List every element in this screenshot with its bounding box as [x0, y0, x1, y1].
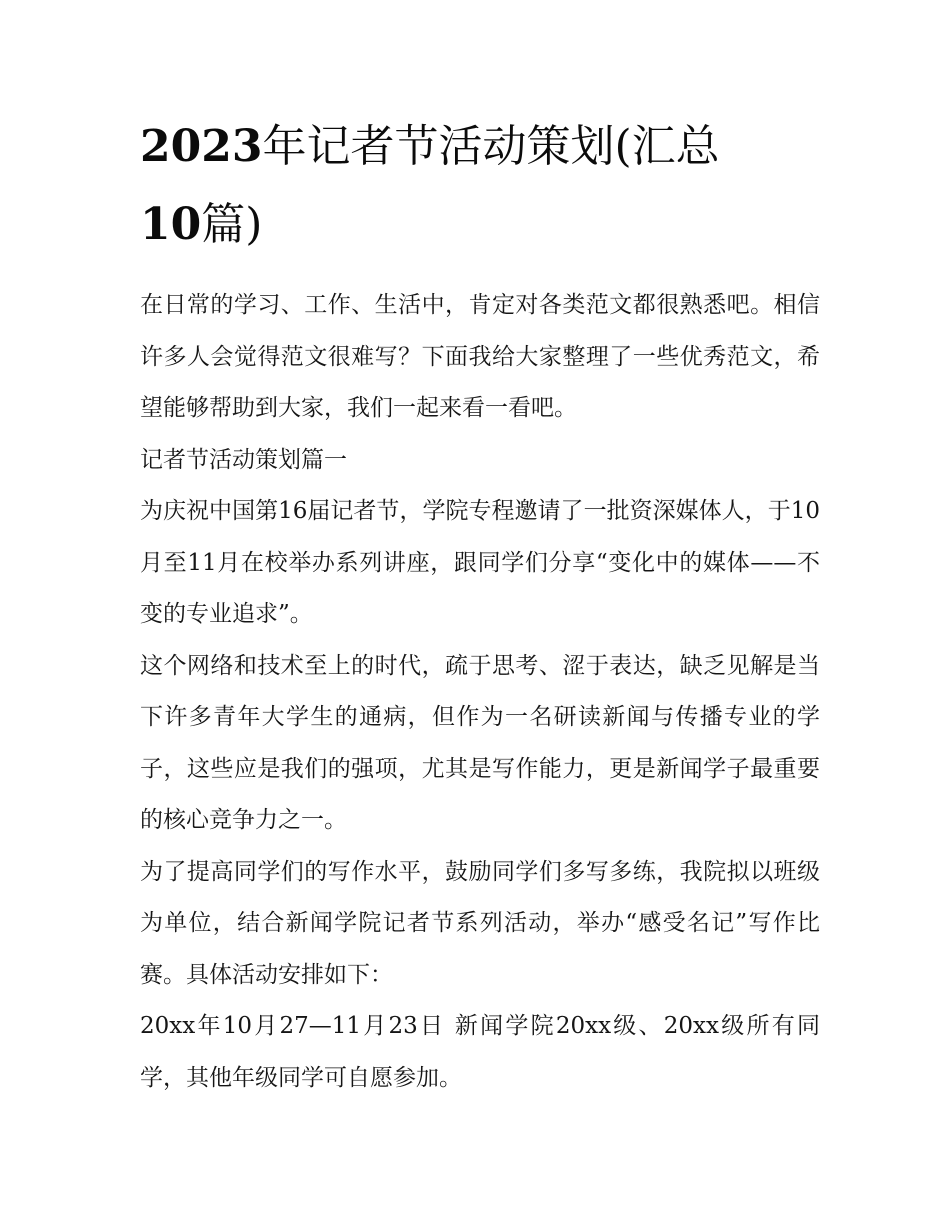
document-content — [140, 108, 820, 1104]
title-count: 10 — [140, 199, 202, 250]
section-heading: 记者节活动策划篇一 — [140, 446, 347, 473]
title-year: 2023 — [140, 121, 263, 172]
paragraph-schedule: 20xx年10月27—11月23日 新闻学院20xx级、20xx级所有同学，其他年级同学可自愿参加。 — [140, 1013, 820, 1091]
title-text-line1: 年记者节活动策划(汇总 — [262, 121, 720, 172]
document-body — [140, 280, 820, 1104]
paragraph-era: 这个网络和技术至上的时代，疏于思考、涩于表达，缺乏见解是当下许多青年大学生的通病，但作为一名研读新闻与传播专业的学子，这些应是我们的强项，尤其是写作能力，更是新闻学子最重要的核心竞争力之一。 — [140, 652, 820, 833]
intro-paragraph: 在日常的学习、工作、生活中，肯定对各类范文都很熟悉吧。相信许多人会觉得范文很难写？下面我给大家整理了一些优秀范文，希望能够帮助到大家，我们一起来看一看吧。 — [140, 292, 820, 421]
paragraph-celebration: 为庆祝中国第16届记者节，学院专程邀请了一批资深媒体人，于10月至11月在校举办系列讲座，跟同学们分享“变化中的媒体——不变的专业追求”。 — [140, 498, 820, 627]
document-title — [140, 108, 820, 264]
paragraph-contest: 为了提高同学们的写作水平，鼓励同学们多写多练，我院拟以班级为单位，结合新闻学院记者节系列活动，举办“感受名记”写作比赛。具体活动安排如下： — [140, 858, 820, 988]
title-text-line2: 篇) — [201, 199, 263, 250]
